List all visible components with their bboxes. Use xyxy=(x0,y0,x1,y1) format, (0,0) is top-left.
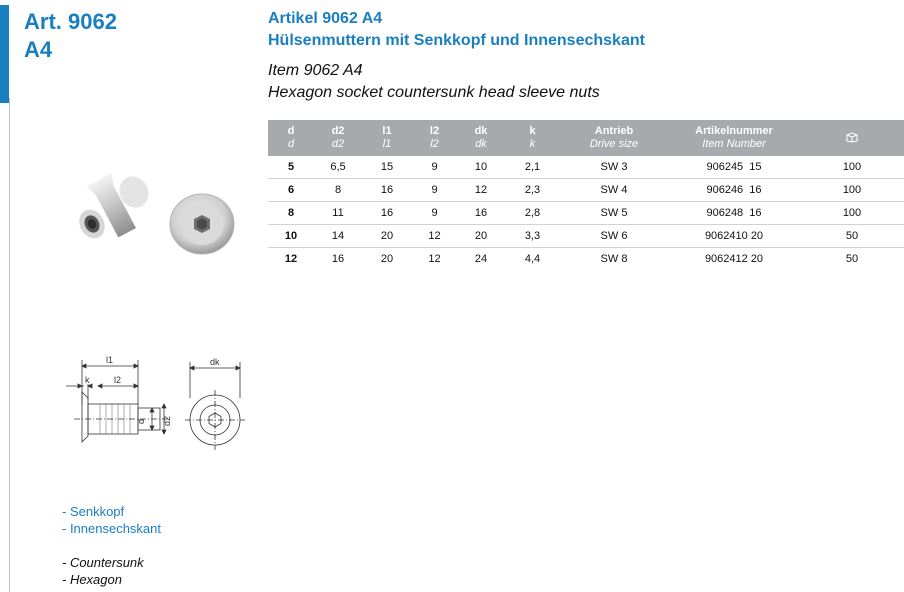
feature-list-german xyxy=(62,503,161,537)
cell-d: 12 xyxy=(284,253,298,265)
article-number-line1: Art. 9062 xyxy=(24,9,117,34)
title-english-line1: Item 9062 A4 xyxy=(268,62,363,79)
title-english xyxy=(268,60,600,104)
col-header-l2: l2 l2 xyxy=(412,120,457,156)
cell-l2: 9 xyxy=(412,156,457,179)
cell-item-number: 906248 16 xyxy=(668,202,800,225)
cell-k: 3,3 xyxy=(505,225,560,248)
cell-item-number: 9062412 20 xyxy=(704,253,764,265)
cell-item-number: 906246 16 xyxy=(668,179,800,202)
dim-label-d: d xyxy=(136,418,146,424)
cell-l1: 16 xyxy=(362,202,412,225)
cell-drive: SW 6 xyxy=(560,225,668,248)
table-row xyxy=(268,156,904,179)
cell-drive: SW 4 xyxy=(560,179,668,202)
cell-l2: 12 xyxy=(412,225,457,248)
cell-dk: 24 xyxy=(474,253,488,265)
table-row xyxy=(268,225,904,248)
col-header-item-number: Artikelnummer Item Number xyxy=(668,120,800,156)
table-row xyxy=(268,248,904,271)
cell-k: 2,8 xyxy=(505,202,560,225)
cell-l2: 9 xyxy=(412,202,457,225)
table-row xyxy=(268,179,904,202)
cell-d2: 11 xyxy=(314,202,362,225)
cell-drive: SW 8 xyxy=(600,253,628,265)
cell-pack: 100 xyxy=(800,179,904,202)
title-german-line2: Hülsenmuttern mit Senkkopf und Innensechskant xyxy=(268,32,645,49)
cell-d2: 14 xyxy=(314,225,362,248)
dim-label-l2: l2 xyxy=(114,375,122,385)
cell-l2: 12 xyxy=(428,253,441,265)
cell-drive: SW 5 xyxy=(560,202,668,225)
col-header-dk: dk dk xyxy=(457,120,505,156)
dim-label-d2: d2 xyxy=(162,415,172,426)
margin-line xyxy=(9,98,10,592)
cell-d: 5 xyxy=(268,156,314,179)
cell-d2: 16 xyxy=(331,253,345,265)
spec-table xyxy=(268,120,904,270)
col-header-d2: d2 d2 xyxy=(314,120,362,156)
cell-d: 8 xyxy=(268,202,314,225)
article-number xyxy=(24,8,117,64)
technical-drawing xyxy=(60,350,250,460)
product-photo xyxy=(70,168,250,273)
cell-d: 6 xyxy=(268,179,314,202)
cell-d: 10 xyxy=(268,225,314,248)
cell-dk: 20 xyxy=(457,225,505,248)
feature-list xyxy=(62,503,161,588)
cell-d2: 8 xyxy=(314,179,362,202)
col-header-k: k k xyxy=(505,120,560,156)
cell-k: 4,4 xyxy=(524,253,541,265)
col-header-drive: Antrieb Drive size xyxy=(560,120,668,156)
cell-k: 2,3 xyxy=(505,179,560,202)
cell-d2: 6,5 xyxy=(314,156,362,179)
cell-pack: 50 xyxy=(845,253,859,265)
cell-item-number: 9062410 20 xyxy=(668,225,800,248)
table-row xyxy=(268,202,904,225)
cell-l2: 9 xyxy=(412,179,457,202)
table-header-row xyxy=(268,120,904,156)
cell-k: 2,1 xyxy=(505,156,560,179)
col-header-l1: l1 l1 xyxy=(362,120,412,156)
cell-drive: SW 3 xyxy=(560,156,668,179)
cell-l1: 20 xyxy=(362,225,412,248)
dim-label-l1: l1 xyxy=(106,355,114,365)
cell-dk: 16 xyxy=(457,202,505,225)
article-number-line2: A4 xyxy=(24,37,53,62)
col-header-d: d d xyxy=(268,120,314,156)
cell-pack: 100 xyxy=(800,202,904,225)
feature-item: - Countersunk xyxy=(62,555,144,570)
dim-label-k: k xyxy=(85,375,90,385)
cell-l1: 20 xyxy=(380,253,394,265)
accent-bar xyxy=(0,5,9,103)
feature-item: - Senkkopf xyxy=(62,504,125,519)
cell-pack: 50 xyxy=(800,225,904,248)
col-header-pack xyxy=(800,120,904,156)
cell-l1: 15 xyxy=(362,156,412,179)
feature-list-english xyxy=(62,554,161,588)
feature-item: - Innensechskant xyxy=(62,521,162,536)
feature-item: - Hexagon xyxy=(62,572,122,587)
title-german-line1: Artikel 9062 A4 xyxy=(268,10,383,27)
cell-dk: 12 xyxy=(457,179,505,202)
cell-pack: 100 xyxy=(800,156,904,179)
package-icon xyxy=(845,131,859,146)
cell-dk: 10 xyxy=(457,156,505,179)
dim-label-dk: dk xyxy=(210,357,220,367)
title-german xyxy=(268,8,645,52)
cell-l1: 16 xyxy=(362,179,412,202)
cell-item-number: 906245 15 xyxy=(668,156,800,179)
title-english-line2: Hexagon socket countersunk head sleeve nuts xyxy=(268,84,600,101)
